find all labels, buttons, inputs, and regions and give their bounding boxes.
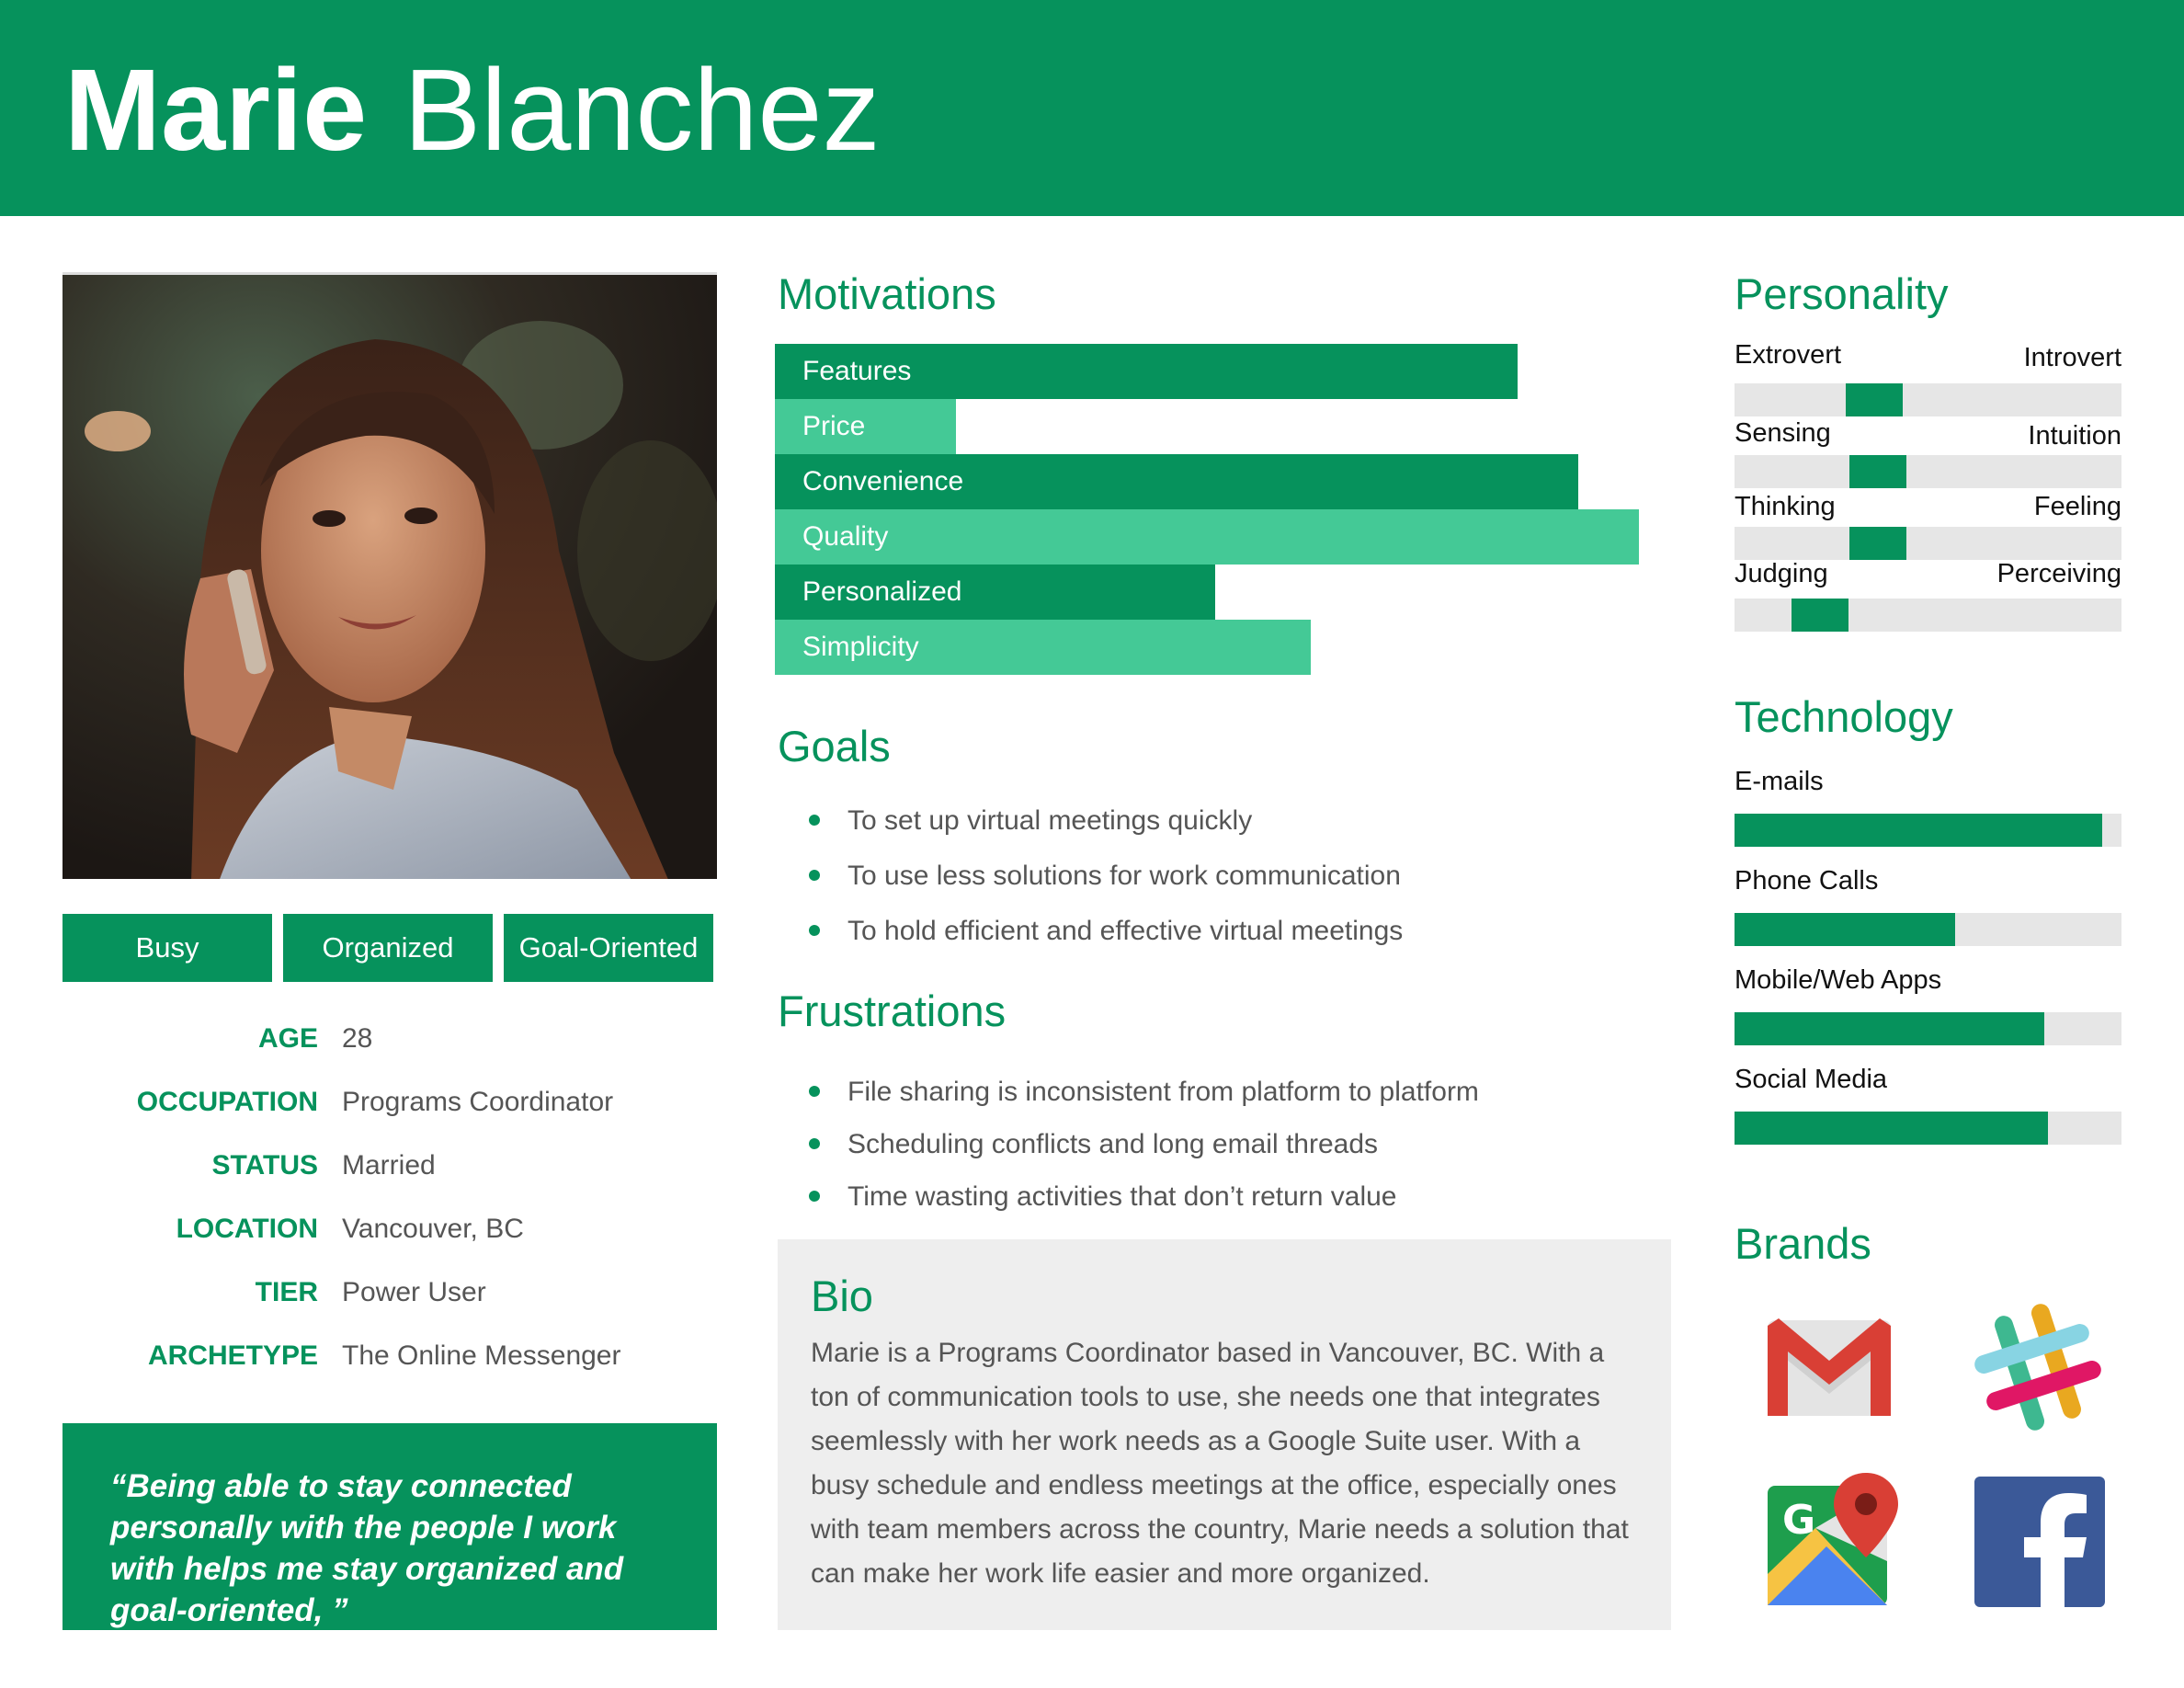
persona-quote: “Being able to stay connected personally with the people I work with helps me stay organized and goal-oriented, ” xyxy=(63,1423,717,1630)
technology-label: Mobile/Web Apps xyxy=(1735,965,1942,995)
goal-text: To hold efficient and effective virtual meetings xyxy=(847,916,1404,946)
goals-list xyxy=(809,803,1403,968)
facebook-icon xyxy=(1973,1473,2110,1611)
last-name: Blanchez xyxy=(404,45,881,175)
info-value-location: Vancouver, BC xyxy=(342,1214,524,1244)
svg-text:G: G xyxy=(1782,1497,1816,1544)
technology-fill xyxy=(1735,1112,2048,1145)
motivation-bar-features xyxy=(775,344,1518,399)
personality-right-label: Feeling xyxy=(2033,492,2121,521)
technology-label: Phone Calls xyxy=(1735,866,1879,895)
goal-text: To use less solutions for work communication xyxy=(847,861,1401,891)
list-item xyxy=(809,803,1403,858)
info-value-status: Married xyxy=(342,1150,436,1180)
persona-photo xyxy=(63,272,717,879)
bullet-icon xyxy=(809,925,820,936)
list-item xyxy=(809,1126,1479,1179)
personality-scale-thinking-feeling xyxy=(1735,527,2121,560)
trait-tag-organized: Organized xyxy=(283,914,493,982)
motivation-label: Price xyxy=(802,411,866,441)
frustration-text: File sharing is inconsistent from platform to platform xyxy=(847,1077,1479,1107)
motivation-bar-convenience xyxy=(775,454,1578,509)
personality-scale-judging-perceiving xyxy=(1735,599,2121,632)
slack-icon xyxy=(1969,1298,2107,1436)
personality-marker xyxy=(1849,527,1906,560)
trait-tag-goal-oriented: Goal-Oriented xyxy=(504,914,713,982)
bio-title: Bio xyxy=(811,1272,873,1320)
bio-panel xyxy=(778,1239,1671,1630)
persona-name xyxy=(64,41,881,179)
info-value-occupation: Programs Coordinator xyxy=(342,1087,614,1117)
motivation-label: Features xyxy=(802,356,912,386)
bullet-icon xyxy=(809,1191,820,1202)
technology-label: E-mails xyxy=(1735,767,1824,796)
personality-left-label: Extrovert xyxy=(1735,340,1842,370)
technology-bar-phone-calls xyxy=(1735,913,2121,946)
technology-bar-mobile-web-apps xyxy=(1735,1012,2121,1045)
personality-marker xyxy=(1846,383,1903,416)
bio-text: Marie is a Programs Coordinator based in Vancouver, BC. With a ton of communication tools to use, she needs one that integrates seemlessly with her work needs as a Google Suite user. With a busy schedule and endless meetings at the office, especially ones with team members across the country, Marie needs a solution that can make her work life easier and more organized. xyxy=(811,1338,1629,1589)
bullet-icon xyxy=(809,1138,820,1149)
bullet-icon xyxy=(809,1086,820,1097)
info-label-location: LOCATION xyxy=(176,1214,318,1244)
frustrations-title: Frustrations xyxy=(778,987,1007,1035)
list-item xyxy=(809,1074,1479,1126)
info-value-age: 28 xyxy=(342,1023,373,1054)
technology-bar-emails xyxy=(1735,814,2121,847)
technology-fill xyxy=(1735,913,1955,946)
frustration-text: Time wasting activities that don’t return value xyxy=(847,1181,1397,1212)
motivation-bar-simplicity xyxy=(775,620,1311,675)
goal-text: To set up virtual meetings quickly xyxy=(847,805,1253,836)
google-maps-icon xyxy=(1760,1473,1898,1611)
gmail-icon xyxy=(1760,1298,1898,1436)
frustration-text: Scheduling conflicts and long email threads xyxy=(847,1129,1379,1159)
info-value-archetype: The Online Messenger xyxy=(342,1340,621,1371)
personality-marker xyxy=(1849,455,1906,488)
list-item xyxy=(809,913,1403,968)
personality-scale-extrovert-introvert xyxy=(1735,383,2121,416)
personality-left-label: Judging xyxy=(1735,559,1828,588)
trait-tag-busy: Busy xyxy=(63,914,272,982)
list-item xyxy=(809,1179,1479,1231)
list-item xyxy=(809,858,1403,913)
personality-scale-sensing-intuition xyxy=(1735,455,2121,488)
technology-fill xyxy=(1735,814,2102,847)
info-value-tier: Power User xyxy=(342,1277,486,1307)
bullet-icon xyxy=(809,815,820,826)
motivation-label: Quality xyxy=(802,521,889,552)
personality-title: Personality xyxy=(1735,269,1949,318)
motivation-label: Personalized xyxy=(802,576,962,607)
technology-label: Social Media xyxy=(1735,1065,1888,1094)
motivation-bar-personalized xyxy=(775,565,1215,620)
personality-left-label: Thinking xyxy=(1735,492,1836,521)
personality-right-label: Perceiving xyxy=(1996,559,2121,588)
personality-left-label: Sensing xyxy=(1735,418,1831,448)
personality-right-label: Introvert xyxy=(2023,343,2121,372)
first-name: Marie xyxy=(64,45,368,175)
personality-right-label: Intuition xyxy=(2028,421,2121,451)
goals-title: Goals xyxy=(778,722,891,770)
info-label-occupation: OCCUPATION xyxy=(136,1087,318,1117)
motivation-label: Convenience xyxy=(802,466,964,496)
info-label-tier: TIER xyxy=(255,1277,318,1307)
motivation-bar-price xyxy=(775,399,956,454)
technology-bar-social-media xyxy=(1735,1112,2121,1145)
motivation-label: Simplicity xyxy=(802,632,919,662)
motivation-bar-quality xyxy=(775,509,1639,565)
personality-marker xyxy=(1792,599,1848,632)
info-label-status: STATUS xyxy=(211,1150,318,1180)
brands-title: Brands xyxy=(1735,1219,1871,1268)
info-label-archetype: ARCHETYPE xyxy=(147,1340,318,1371)
info-label-age: AGE xyxy=(257,1023,318,1054)
motivations-title: Motivations xyxy=(778,269,996,318)
bullet-icon xyxy=(809,870,820,881)
technology-title: Technology xyxy=(1735,692,1953,741)
frustrations-list xyxy=(809,1074,1479,1231)
technology-fill xyxy=(1735,1012,2044,1045)
